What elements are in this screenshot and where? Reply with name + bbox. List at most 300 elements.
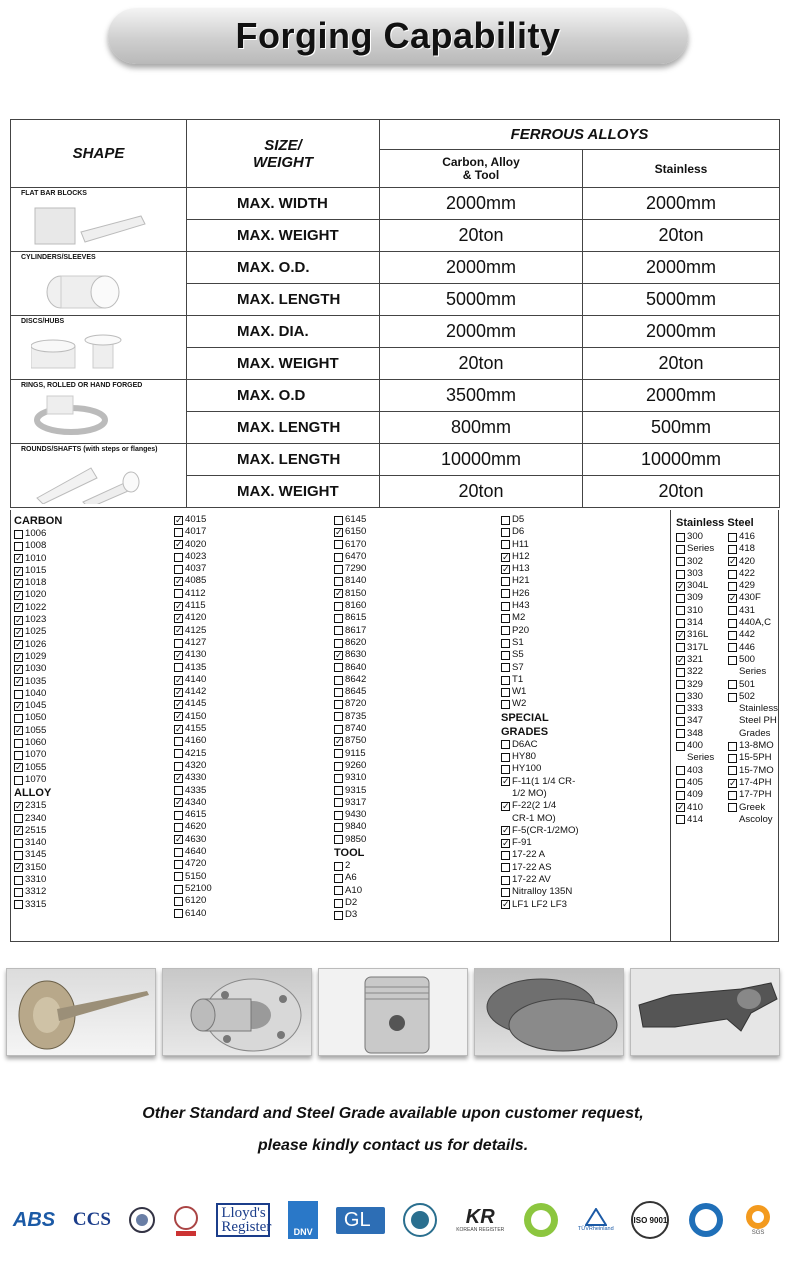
stainless-value: 2000mm xyxy=(583,380,780,412)
shape-label: RINGS, ROLLED OR HAND FORGED xyxy=(21,382,143,389)
grade-item xyxy=(728,568,778,580)
checked-box-icon[interactable] xyxy=(728,779,737,788)
empty-box-icon[interactable] xyxy=(334,798,343,807)
grade-item xyxy=(501,674,579,686)
checked-box-icon[interactable] xyxy=(14,702,23,711)
empty-box-icon[interactable] xyxy=(174,823,183,832)
empty-box-icon[interactable] xyxy=(728,570,737,579)
grade-item xyxy=(334,588,366,600)
empty-box-icon[interactable] xyxy=(14,739,23,748)
capability-row xyxy=(11,444,780,476)
grade-item xyxy=(174,575,212,587)
checked-box-icon[interactable] xyxy=(174,676,183,685)
grade-item xyxy=(174,662,212,674)
empty-box-icon[interactable] xyxy=(174,860,183,869)
grade-label: 3312 xyxy=(25,886,47,898)
checked-box-icon[interactable] xyxy=(174,725,183,734)
grade-item xyxy=(676,629,714,641)
grade-label: 4085 xyxy=(185,575,207,587)
empty-box-icon[interactable] xyxy=(676,766,685,775)
grade-item xyxy=(728,592,778,604)
shape-illustration xyxy=(31,394,151,440)
grade-label: 1018 xyxy=(25,577,47,589)
grade-item xyxy=(728,765,778,777)
grade-label: 6145 xyxy=(345,514,367,525)
grade-label: 347 xyxy=(687,715,704,727)
grade-item xyxy=(334,834,366,846)
grade-label: H12 xyxy=(512,550,530,562)
grade-label: 405 xyxy=(687,776,704,788)
empty-box-icon[interactable] xyxy=(501,753,510,762)
empty-box-icon[interactable] xyxy=(728,766,737,775)
empty-box-icon[interactable] xyxy=(14,876,23,885)
grade-label: 4155 xyxy=(185,723,207,735)
empty-box-icon[interactable] xyxy=(334,602,343,611)
checked-box-icon[interactable] xyxy=(676,631,685,640)
checked-box-icon[interactable] xyxy=(14,628,23,637)
empty-box-icon[interactable] xyxy=(334,614,343,623)
empty-box-icon[interactable] xyxy=(501,540,510,549)
empty-box-icon[interactable] xyxy=(676,791,685,800)
empty-box-icon[interactable] xyxy=(501,851,510,860)
grade-item xyxy=(14,813,62,825)
empty-box-icon[interactable] xyxy=(334,835,343,844)
empty-box-icon[interactable] xyxy=(501,676,510,685)
empty-box-icon[interactable] xyxy=(728,693,737,702)
empty-box-icon[interactable] xyxy=(334,577,343,586)
grade-label: 3310 xyxy=(25,874,47,886)
grade-label: 9850 xyxy=(345,833,367,845)
seal-logo-2 xyxy=(173,1198,199,1242)
grade-label: 7290 xyxy=(345,563,367,575)
empty-box-icon[interactable] xyxy=(334,811,343,820)
empty-box-icon[interactable] xyxy=(334,688,343,697)
empty-box-icon[interactable] xyxy=(14,690,23,699)
empty-box-icon[interactable] xyxy=(501,765,510,774)
empty-box-icon[interactable] xyxy=(676,606,685,615)
checked-box-icon[interactable] xyxy=(501,839,510,848)
checked-box-icon[interactable] xyxy=(174,540,183,549)
empty-box-icon[interactable] xyxy=(334,663,343,672)
grade-item xyxy=(174,748,212,760)
empty-box-icon[interactable] xyxy=(14,900,23,909)
grade-item xyxy=(174,526,212,538)
grade-label: 316L xyxy=(687,629,709,641)
grade-item xyxy=(728,580,778,592)
grade-label: 4112 xyxy=(185,587,206,599)
stainless-value: 2000mm xyxy=(583,252,780,284)
empty-box-icon[interactable] xyxy=(501,651,510,660)
empty-box-icon[interactable] xyxy=(501,589,510,598)
empty-box-icon[interactable] xyxy=(334,712,343,721)
checked-box-icon[interactable] xyxy=(14,726,23,735)
empty-box-icon[interactable] xyxy=(14,888,23,897)
grade-label: A10 xyxy=(345,884,363,896)
empty-box-icon[interactable] xyxy=(501,688,510,697)
checked-box-icon[interactable] xyxy=(14,763,23,772)
checked-box-icon[interactable] xyxy=(334,589,343,598)
checked-box-icon[interactable] xyxy=(174,602,183,611)
empty-box-icon[interactable] xyxy=(676,779,685,788)
empty-box-icon[interactable] xyxy=(676,619,685,628)
empty-box-icon[interactable] xyxy=(501,626,510,635)
checked-box-icon[interactable] xyxy=(676,656,685,665)
grade-label: 17-4PH xyxy=(739,776,772,788)
empty-box-icon[interactable] xyxy=(501,602,510,611)
empty-box-icon[interactable] xyxy=(501,614,510,623)
grade-continuation: Stainless xyxy=(739,703,778,715)
grade-item xyxy=(14,849,62,861)
empty-box-icon[interactable] xyxy=(174,909,183,918)
empty-box-icon[interactable] xyxy=(728,803,737,812)
grades-col-2 xyxy=(174,514,212,920)
empty-box-icon[interactable] xyxy=(14,542,23,551)
grade-continuation: Series xyxy=(687,752,715,764)
grade-item xyxy=(14,886,62,898)
grade-label: 8750 xyxy=(345,735,367,747)
grade-label: 348 xyxy=(687,727,704,739)
empty-box-icon[interactable] xyxy=(334,725,343,734)
empty-box-icon[interactable] xyxy=(14,530,23,539)
grade-item xyxy=(14,700,62,712)
grade-label: 322 xyxy=(687,666,704,678)
certification-logos xyxy=(0,1195,786,1245)
empty-box-icon[interactable] xyxy=(14,776,23,785)
checked-box-icon[interactable] xyxy=(174,688,183,697)
grade-item xyxy=(334,748,366,760)
empty-box-icon[interactable] xyxy=(676,717,685,726)
grade-group-heading: GRADES xyxy=(501,725,549,738)
grade-group-heading: SPECIAL xyxy=(501,711,549,724)
empty-box-icon[interactable] xyxy=(676,570,685,579)
checked-box-icon[interactable] xyxy=(174,626,183,635)
empty-box-icon[interactable] xyxy=(501,740,510,749)
grade-label: 8630 xyxy=(345,649,367,661)
empty-box-icon[interactable] xyxy=(676,545,685,554)
checked-box-icon[interactable] xyxy=(174,577,183,586)
grade-item xyxy=(676,703,714,715)
grade-item xyxy=(501,899,579,911)
grade-item xyxy=(334,897,366,909)
empty-box-icon[interactable] xyxy=(174,553,183,562)
grades-col-stainless-b xyxy=(728,531,778,826)
grade-label: 8642 xyxy=(345,673,367,685)
grade-label: 4125 xyxy=(185,624,207,636)
grade-item xyxy=(14,553,62,565)
grade-group-heading: TOOL xyxy=(334,846,365,859)
grade-label: 6170 xyxy=(345,538,367,550)
capability-row xyxy=(11,252,780,284)
grade-label: 410 xyxy=(687,801,704,813)
ccs-logo: CCS xyxy=(72,1209,111,1230)
grade-label: 4127 xyxy=(185,636,207,648)
grade-continuation: Series xyxy=(739,666,767,678)
grade-label: 4640 xyxy=(185,846,207,858)
grade-label: 8740 xyxy=(345,723,367,735)
carbon-value: 5000mm xyxy=(380,284,583,316)
checked-box-icon[interactable] xyxy=(14,677,23,686)
empty-box-icon[interactable] xyxy=(728,545,737,554)
checked-box-icon[interactable] xyxy=(174,614,183,623)
empty-box-icon[interactable] xyxy=(728,791,737,800)
grade-item xyxy=(501,612,579,624)
grade-item xyxy=(14,837,62,849)
checked-box-icon[interactable] xyxy=(174,712,183,721)
grade-item xyxy=(501,763,579,775)
checked-box-icon[interactable] xyxy=(501,826,510,835)
empty-box-icon[interactable] xyxy=(334,786,343,795)
empty-box-icon[interactable] xyxy=(676,557,685,566)
empty-box-icon[interactable] xyxy=(334,626,343,635)
empty-box-icon[interactable] xyxy=(174,872,183,881)
grade-item xyxy=(676,592,714,604)
grade-label: 8720 xyxy=(345,698,367,710)
grade-label: 422 xyxy=(739,567,756,579)
checked-box-icon[interactable] xyxy=(501,900,510,909)
empty-box-icon[interactable] xyxy=(14,814,23,823)
checked-box-icon[interactable] xyxy=(174,774,183,783)
empty-box-icon[interactable] xyxy=(501,663,510,672)
grade-item xyxy=(174,871,212,883)
grade-label: P20 xyxy=(512,624,530,636)
grade-item xyxy=(501,662,579,674)
grade-item xyxy=(174,686,212,698)
photo-connecting-rod xyxy=(630,968,780,1056)
empty-box-icon[interactable] xyxy=(676,594,685,603)
checked-box-icon[interactable] xyxy=(334,737,343,746)
grade-label: 502 xyxy=(739,690,756,702)
grade-label: 1020 xyxy=(25,589,47,601)
grade-item xyxy=(334,662,366,674)
empty-box-icon[interactable] xyxy=(728,606,737,615)
empty-box-icon[interactable] xyxy=(501,577,510,586)
checked-box-icon[interactable] xyxy=(14,665,23,674)
grade-item xyxy=(174,908,212,920)
empty-box-icon[interactable] xyxy=(676,643,685,652)
shape-illustration xyxy=(31,202,151,248)
grade-item xyxy=(14,589,62,601)
empty-box-icon[interactable] xyxy=(334,862,343,871)
property-label: MAX. WIDTH xyxy=(187,188,380,220)
empty-box-icon[interactable] xyxy=(174,811,183,820)
empty-box-icon[interactable] xyxy=(174,786,183,795)
grade-label: 6470 xyxy=(345,550,367,562)
checked-box-icon[interactable] xyxy=(501,802,510,811)
checked-box-icon[interactable] xyxy=(334,528,343,537)
empty-box-icon[interactable] xyxy=(174,639,183,648)
empty-box-icon[interactable] xyxy=(174,663,183,672)
gl-logo: GL xyxy=(336,1198,385,1242)
empty-box-icon[interactable] xyxy=(676,705,685,714)
checked-box-icon[interactable] xyxy=(14,567,23,576)
grade-item xyxy=(501,526,579,538)
checked-box-icon[interactable] xyxy=(14,826,23,835)
empty-box-icon[interactable] xyxy=(14,714,23,723)
grade-label: 414 xyxy=(687,813,704,825)
empty-box-icon[interactable] xyxy=(174,762,183,771)
grade-label: 17-22 AV xyxy=(512,874,551,886)
note-line-1: Other Standard and Steel Grade available upon customer request, xyxy=(142,1105,644,1122)
empty-box-icon[interactable] xyxy=(676,533,685,542)
empty-box-icon[interactable] xyxy=(334,823,343,832)
carbon-value: 2000mm xyxy=(380,188,583,220)
empty-box-icon[interactable] xyxy=(174,528,183,537)
capability-row xyxy=(11,188,780,220)
empty-box-icon[interactable] xyxy=(334,553,343,562)
empty-box-icon[interactable] xyxy=(501,863,510,872)
grade-continuation: Steel PH xyxy=(739,715,777,727)
grade-item xyxy=(728,752,778,764)
property-label: MAX. DIA. xyxy=(187,316,380,348)
grade-label: HY80 xyxy=(512,751,536,763)
grade-item xyxy=(501,751,579,763)
grade-item xyxy=(174,539,212,551)
checked-box-icon[interactable] xyxy=(334,651,343,660)
grade-label: 1050 xyxy=(25,712,47,724)
empty-box-icon[interactable] xyxy=(334,516,343,525)
empty-box-icon[interactable] xyxy=(174,897,183,906)
checked-box-icon[interactable] xyxy=(14,603,23,612)
checked-box-icon[interactable] xyxy=(728,594,737,603)
checked-box-icon[interactable] xyxy=(14,863,23,872)
grade-label: 1070 xyxy=(25,749,47,761)
empty-box-icon[interactable] xyxy=(728,754,737,763)
checked-box-icon[interactable] xyxy=(676,582,685,591)
empty-box-icon[interactable] xyxy=(676,729,685,738)
empty-box-icon[interactable] xyxy=(334,565,343,574)
grade-item xyxy=(334,674,366,686)
empty-box-icon[interactable] xyxy=(676,815,685,824)
empty-box-icon[interactable] xyxy=(334,540,343,549)
shape-label: ROUNDS/SHAFTS (with steps or flanges) xyxy=(21,446,158,453)
empty-box-icon[interactable] xyxy=(501,639,510,648)
grade-label: 1015 xyxy=(25,564,47,576)
empty-box-icon[interactable] xyxy=(501,528,510,537)
empty-box-icon[interactable] xyxy=(728,619,737,628)
empty-box-icon[interactable] xyxy=(728,656,737,665)
empty-box-icon[interactable] xyxy=(334,774,343,783)
grade-item xyxy=(14,712,62,724)
empty-box-icon[interactable] xyxy=(728,742,737,751)
empty-box-icon[interactable] xyxy=(501,700,510,709)
grade-item xyxy=(174,735,212,747)
empty-box-icon[interactable] xyxy=(334,886,343,895)
grade-item xyxy=(14,528,62,540)
grade-item xyxy=(14,688,62,700)
empty-box-icon[interactable] xyxy=(14,751,23,760)
grade-label: 430F xyxy=(739,592,761,604)
empty-box-icon[interactable] xyxy=(501,876,510,885)
empty-box-icon[interactable] xyxy=(728,533,737,542)
empty-box-icon[interactable] xyxy=(14,839,23,848)
grade-item xyxy=(14,639,62,651)
grade-item xyxy=(728,642,778,654)
empty-box-icon[interactable] xyxy=(728,631,737,640)
empty-box-icon[interactable] xyxy=(501,888,510,897)
empty-box-icon[interactable] xyxy=(334,700,343,709)
checked-box-icon[interactable] xyxy=(174,835,183,844)
checked-box-icon[interactable] xyxy=(14,653,23,662)
checked-box-icon[interactable] xyxy=(174,516,183,525)
grade-label: 403 xyxy=(687,764,704,776)
grade-item xyxy=(676,580,714,592)
empty-box-icon[interactable] xyxy=(174,749,183,758)
empty-box-icon[interactable] xyxy=(174,885,183,894)
empty-box-icon[interactable] xyxy=(728,680,737,689)
grade-item xyxy=(174,809,212,821)
empty-box-icon[interactable] xyxy=(14,851,23,860)
grade-item xyxy=(501,539,579,551)
grade-label: Series xyxy=(687,543,715,555)
grade-label: 9310 xyxy=(345,772,367,784)
checked-box-icon[interactable] xyxy=(728,557,737,566)
checked-box-icon[interactable] xyxy=(174,700,183,709)
empty-box-icon[interactable] xyxy=(334,762,343,771)
empty-box-icon[interactable] xyxy=(728,582,737,591)
note-line-2: please kindly contact us for details. xyxy=(257,1137,529,1154)
grade-item xyxy=(334,686,366,698)
checked-box-icon[interactable] xyxy=(14,579,23,588)
empty-box-icon[interactable] xyxy=(334,676,343,685)
checked-box-icon[interactable] xyxy=(174,651,183,660)
checked-box-icon[interactable] xyxy=(501,777,510,786)
checked-box-icon[interactable] xyxy=(501,553,510,562)
empty-box-icon[interactable] xyxy=(676,693,685,702)
grade-label: 5150 xyxy=(185,870,207,882)
grade-item xyxy=(728,543,778,555)
checked-box-icon[interactable] xyxy=(174,798,183,807)
iso-logo-1: ISO 9001 xyxy=(631,1198,669,1242)
stainless-value: 20ton xyxy=(583,476,780,508)
checked-box-icon[interactable] xyxy=(501,565,510,574)
grade-label: 52100 xyxy=(185,882,212,894)
checked-box-icon[interactable] xyxy=(676,803,685,812)
empty-box-icon[interactable] xyxy=(334,639,343,648)
grade-label: 4215 xyxy=(185,747,207,759)
lloyds-register-logo: Lloyd's Register xyxy=(216,1198,270,1242)
checked-box-icon[interactable] xyxy=(14,591,23,600)
empty-box-icon[interactable] xyxy=(334,911,343,920)
empty-box-icon[interactable] xyxy=(676,668,685,677)
checked-box-icon[interactable] xyxy=(14,802,23,811)
empty-box-icon[interactable] xyxy=(174,589,183,598)
empty-box-icon[interactable] xyxy=(174,565,183,574)
grade-item xyxy=(501,800,579,812)
grade-item xyxy=(676,617,714,629)
empty-box-icon[interactable] xyxy=(334,899,343,908)
empty-box-icon[interactable] xyxy=(501,516,510,525)
empty-box-icon[interactable] xyxy=(174,737,183,746)
grade-label: S7 xyxy=(512,661,524,673)
empty-box-icon[interactable] xyxy=(728,643,737,652)
grade-item xyxy=(174,821,212,833)
grade-label: 8160 xyxy=(345,600,367,612)
grade-item xyxy=(334,637,366,649)
grade-item xyxy=(501,698,579,710)
grade-item xyxy=(676,531,714,543)
empty-box-icon[interactable] xyxy=(676,742,685,751)
checked-box-icon[interactable] xyxy=(14,640,23,649)
empty-box-icon[interactable] xyxy=(676,680,685,689)
empty-box-icon[interactable] xyxy=(334,874,343,883)
grade-item xyxy=(676,814,714,826)
grade-item xyxy=(501,776,579,788)
checked-box-icon[interactable] xyxy=(14,616,23,625)
empty-box-icon[interactable] xyxy=(334,749,343,758)
checked-box-icon[interactable] xyxy=(14,554,23,563)
grade-label: 1010 xyxy=(25,552,47,564)
empty-box-icon[interactable] xyxy=(174,848,183,857)
